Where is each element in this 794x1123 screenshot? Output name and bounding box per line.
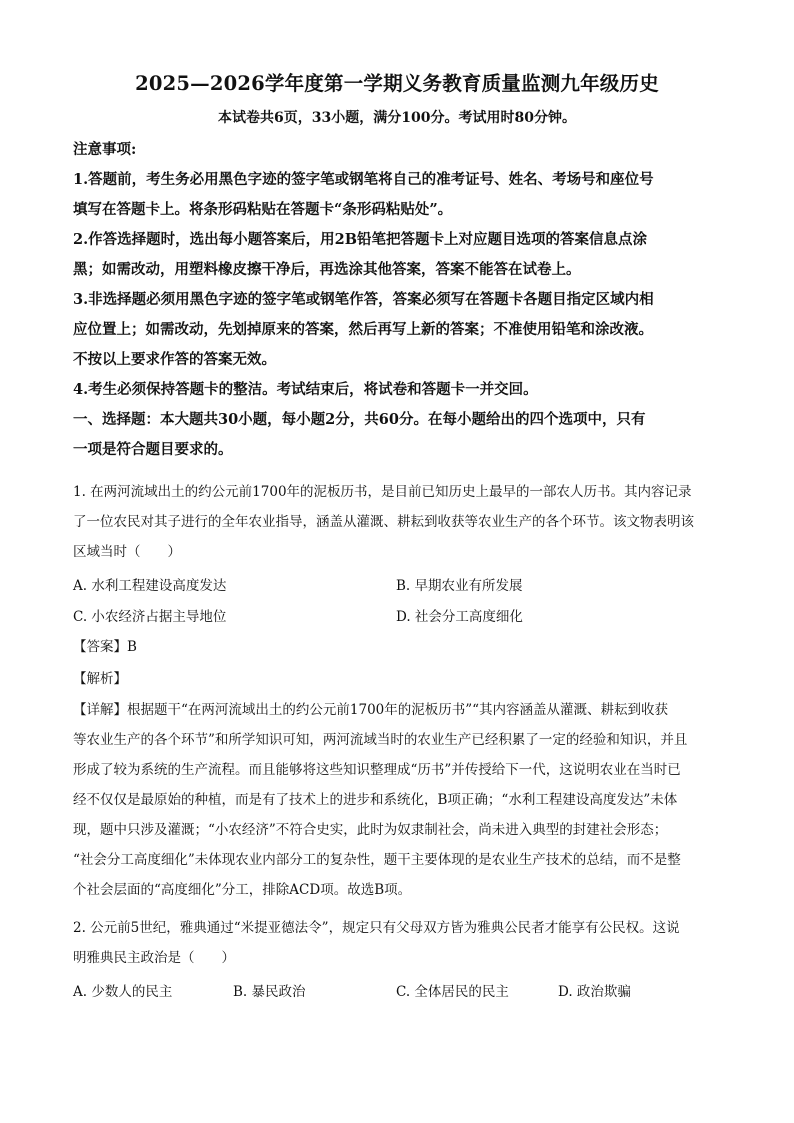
question-1-options-row [73, 602, 723, 632]
detail-text: 个社会层面的“高度细化”分工，排除ACD项。故选B项。 [73, 882, 412, 898]
option-c: C. 全体居民的民主 [396, 984, 509, 1000]
option-c: C. 小农经济占据主导地位 [73, 609, 227, 625]
page-title: 2025—2026学年度第一学期义务教育质量监测九年级历史 [135, 72, 659, 95]
detail-text: 形成了较为系统的生产流程。而且能够将这些知识整理成“历书”并传授给下一代，这说明农业在当时已 [73, 762, 681, 778]
question-1-stem [73, 477, 723, 567]
option-b: B. 暴民政治 [233, 984, 306, 1000]
notice-line: 不按以上要求作答的答案无效。 [73, 351, 276, 368]
detail-text: 等农业生产的各个环节”和所学知识可知，两河流域当时的农业生产已经积累了一定的经验和知识，并且 [73, 732, 688, 748]
notice-heading: 注意事项: [73, 141, 137, 158]
exam-info: 本试卷共6页，33小题，满分100分。考试用时80分钟。 [218, 110, 576, 126]
notice-section [73, 135, 723, 465]
section-heading: 一项是符合题目要求的。 [73, 441, 233, 458]
question-text: 区域当时（ ） [73, 544, 181, 560]
question-2-options-row [73, 977, 723, 1007]
option-a: A. 水利工程建设高度发达 [73, 578, 227, 594]
question-1-options-row [73, 571, 723, 601]
question-text: 2. 公元前5世纪，雅典通过“米提亚德法令”，规定只有父母双方皆为雅典公民者才能享有公民权。这说 [73, 920, 680, 936]
section-heading: 一、选择题：本大题共30小题，每小题2分，共60分。在每小题给出的四个选项中，只有 [73, 411, 646, 428]
analysis-label: 【解析】 [73, 671, 127, 687]
question-1-detail [73, 695, 723, 905]
notice-line: 填写在答题卡上。将条形码粘贴在答题卡“条形码粘贴处”。 [73, 201, 453, 218]
detail-text: “社会分工高度细化”未体现农业内部分工的复杂性，题干主要体现的是农业生产技术的总结，而不是整 [73, 852, 681, 868]
question-2-stem [73, 913, 723, 973]
answer-label: 【答案】B [73, 639, 137, 655]
detail-text: 现，题中只涉及灌溉；“小农经济”不符合史实，此时为奴隶制社会，尚未进入典型的封建社会形态； [73, 822, 668, 838]
notice-line: 1.答题前，考生务必用黑色字迹的签字笔或钢笔将自己的准考证号、姓名、考场号和座位号 [73, 171, 654, 188]
option-d: D. 社会分工高度细化 [396, 609, 523, 625]
question-text: 1. 在两河流域出土的约公元前1700年的泥板历书，是目前已知历史上最早的一部农人历书。其内容记录 [73, 484, 692, 500]
notice-line: 3.非选择题必须用黑色字迹的签字笔或钢笔作答，答案必须写在答题卡各题目指定区域内相 [73, 291, 654, 308]
question-text: 了一位农民对其子进行的全年农业指导，涵盖从灌溉、耕耘到收获等农业生产的各个环节。该文物表明该 [73, 514, 694, 530]
notice-line: 4.考生必须保持答题卡的整洁。考试结束后，将试卷和答题卡一并交回。 [73, 381, 538, 398]
detail-text: 经不仅仅是最原始的种植，而是有了技术上的进步和系统化，B项正确；“水利工程建设高度发达”未体 [73, 792, 678, 808]
notice-line: 应位置上；如需改动，先划掉原来的答案，然后再写上新的答案；不准使用铅笔和涂改液。 [73, 321, 653, 338]
detail-text: 【详解】根据题干“在两河流域出土的约公元前1700年的泥板历书”“其内容涵盖从灌溉、耕耘到收获 [73, 702, 669, 718]
question-text: 明雅典民主政治是（ ） [73, 950, 235, 966]
option-a: A. 少数人的民主 [73, 984, 173, 1000]
notice-line: 2.作答选择题时，选出每小题答案后，用2B铅笔把答题卡上对应题目选项的答案信息点涂 [73, 231, 647, 248]
option-b: B. 早期农业有所发展 [396, 578, 523, 594]
notice-line: 黑；如需改动，用塑料橡皮擦干净后，再选涂其他答案，答案不能答在试卷上。 [73, 261, 581, 278]
option-d: D. 政治欺骗 [558, 984, 631, 1000]
